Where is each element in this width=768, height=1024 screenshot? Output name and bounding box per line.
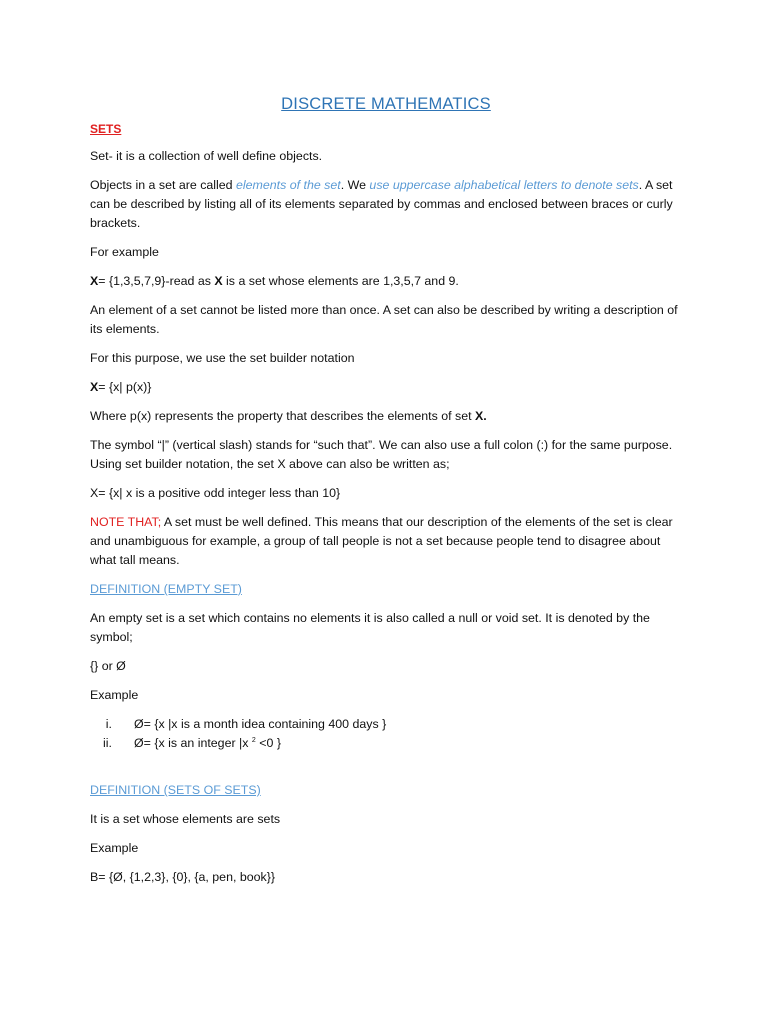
text-span: = {x| p(x)} (98, 380, 152, 394)
heading-sets-of-sets: DEFINITION (SETS OF SETS) (90, 783, 261, 797)
superscript: 2 (251, 737, 256, 744)
paragraph-x-odd: X= {x| x is a positive odd integer less than 10} (90, 486, 341, 500)
page-title: DISCRETE MATHEMATICS (281, 95, 491, 113)
paragraph-example: Example (90, 841, 139, 855)
list-item (90, 734, 682, 753)
bold-x: X (90, 380, 99, 394)
list-number: i. (105, 717, 112, 731)
document-page (90, 92, 682, 897)
paragraph-for-example: For example (90, 245, 159, 259)
paragraph-x-builder (90, 378, 682, 397)
paragraph-empty-symbol: {} or Ø (90, 659, 126, 673)
text-span: Objects in a set are called (90, 178, 237, 192)
list-number: ii. (103, 736, 112, 750)
list-text: Ø= {x |x is a month idea containing 400 days } (134, 717, 387, 731)
text-span: A set must be well defined. This means that our description of the elements of the set is clear and unambiguous for example, a group of tall people is not a set because people tend to disagree about what tall means. (90, 515, 673, 567)
text-span: . We (340, 178, 370, 192)
bold-x: X (214, 274, 223, 288)
heading-empty-set: DEFINITION (EMPTY SET) (90, 582, 242, 596)
list-item (90, 715, 682, 734)
paragraph-empty-set: An empty set is a set which contains no elements it is also called a null or void set. It is denoted by the symbol; (90, 611, 650, 644)
paragraph-b-example: B= {Ø, {1,2,3}, {0}, {a, pen, book}} (90, 870, 275, 884)
paragraph-set-definition: Set- it is a collection of well define objects. (90, 149, 323, 163)
paragraph-note (90, 513, 682, 570)
list-text: <0 } (255, 736, 281, 750)
example-list (90, 715, 682, 753)
highlight-elements-of-set: elements of the set (236, 178, 341, 192)
paragraph-where-px (90, 407, 682, 426)
text-span: is a set whose elements are 1,3,5,7 and 9. (222, 274, 459, 288)
bold-x: X (90, 274, 99, 288)
paragraph-symbol: The symbol “|” (vertical slash) stands for “such that”. We can also use a full colon (:) for the same purpose. Using set builder notation, the set X above can also be written as; (90, 438, 673, 471)
bold-x: X. (474, 409, 487, 423)
paragraph-sets-of-sets: It is a set whose elements are sets (90, 812, 281, 826)
text-span: . A set can be described by listing all of its elements separated by commas and enclosed between braces or curly brackets. (90, 178, 673, 230)
highlight-uppercase: use uppercase alphabetical letters to denote sets (369, 178, 639, 192)
paragraph-example: Example (90, 688, 139, 702)
paragraph-objects (90, 176, 682, 233)
note-label: NOTE THAT; (90, 515, 162, 529)
text-span: Where p(x) represents the property that describes the elements of set (90, 409, 475, 423)
paragraph-element-once: An element of a set cannot be listed more than once. A set can also be described by writing a description of its elements. (90, 303, 678, 336)
paragraph-set-builder: For this purpose, we use the set builder notation (90, 351, 355, 365)
paragraph-x-listing (90, 272, 682, 291)
text-span: = {1,3,5,7,9}-read as (98, 274, 215, 288)
list-text: Ø= {x is an integer |x (134, 736, 252, 750)
sets-heading: SETS (90, 122, 122, 136)
